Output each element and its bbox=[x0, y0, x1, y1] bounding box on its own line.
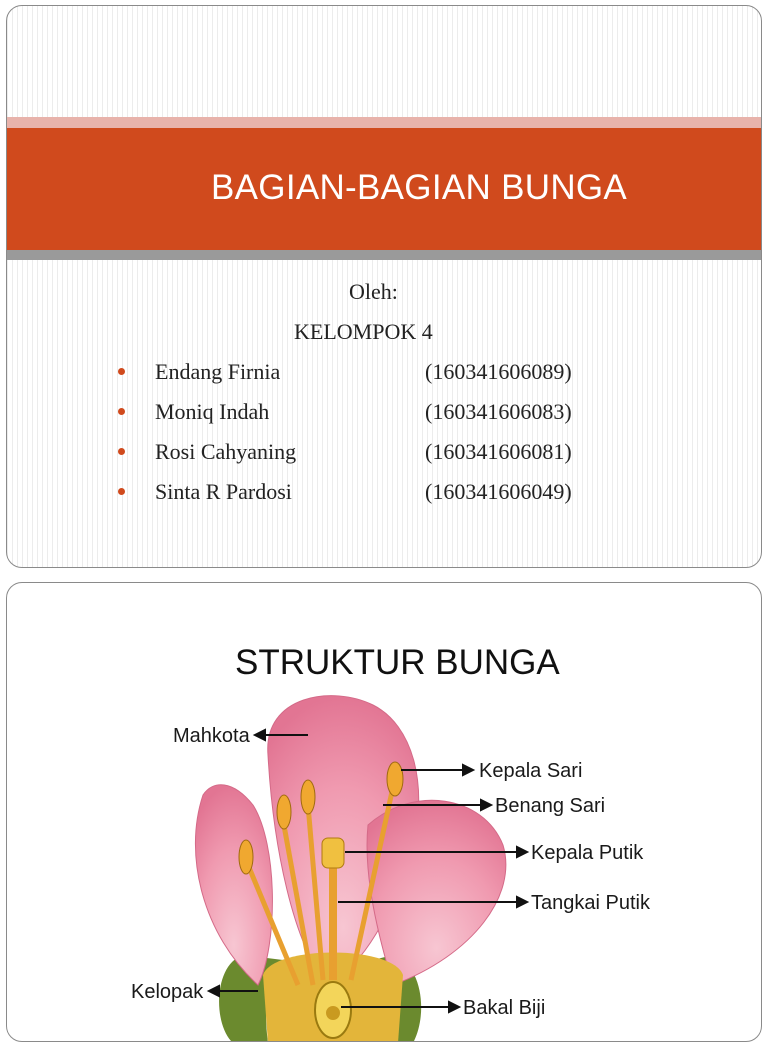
title-band-bottom-stripe bbox=[7, 250, 761, 260]
stigma-shape bbox=[322, 838, 344, 868]
anther-shape bbox=[277, 795, 291, 829]
title-band-top-stripe bbox=[7, 117, 761, 128]
label-bakal-biji: Bakal Biji bbox=[463, 997, 545, 1019]
anther-shape bbox=[239, 840, 253, 874]
member-name: Endang Firnia bbox=[155, 359, 280, 385]
label-kepala-sari: Kepala Sari bbox=[479, 760, 582, 782]
anther-shape bbox=[387, 762, 403, 796]
structure-slide bbox=[6, 582, 762, 1042]
group-name: KELOMPOK 4 bbox=[294, 319, 433, 345]
label-benang-sari: Benang Sari bbox=[495, 795, 605, 817]
bullet-icon bbox=[118, 368, 125, 375]
slide-title: BAGIAN-BAGIAN BUNGA bbox=[211, 168, 627, 208]
bullet-icon bbox=[118, 408, 125, 415]
style-shape bbox=[329, 867, 337, 980]
member-name: Sinta R Pardosi bbox=[155, 479, 292, 505]
member-id: (160341606081) bbox=[425, 439, 572, 465]
label-kepala-putik: Kepala Putik bbox=[531, 842, 644, 864]
member-name: Rosi Cahyaning bbox=[155, 439, 296, 465]
label-kelopak: Kelopak bbox=[131, 981, 204, 1003]
member-id: (160341606049) bbox=[425, 479, 572, 505]
member-id: (160341606089) bbox=[425, 359, 572, 385]
by-label: Oleh: bbox=[349, 279, 398, 305]
member-name: Moniq Indah bbox=[155, 399, 269, 425]
ovule-shape bbox=[326, 1006, 340, 1020]
title-slide bbox=[6, 5, 762, 568]
member-id: (160341606083) bbox=[425, 399, 572, 425]
anther-shape bbox=[301, 780, 315, 814]
bullet-icon bbox=[118, 448, 125, 455]
bullet-icon bbox=[118, 488, 125, 495]
flower-diagram bbox=[93, 695, 679, 1042]
label-tangkai-putik: Tangkai Putik bbox=[531, 892, 651, 914]
slide-title: STRUKTUR BUNGA bbox=[235, 643, 560, 683]
label-mahkota: Mahkota bbox=[173, 725, 251, 747]
